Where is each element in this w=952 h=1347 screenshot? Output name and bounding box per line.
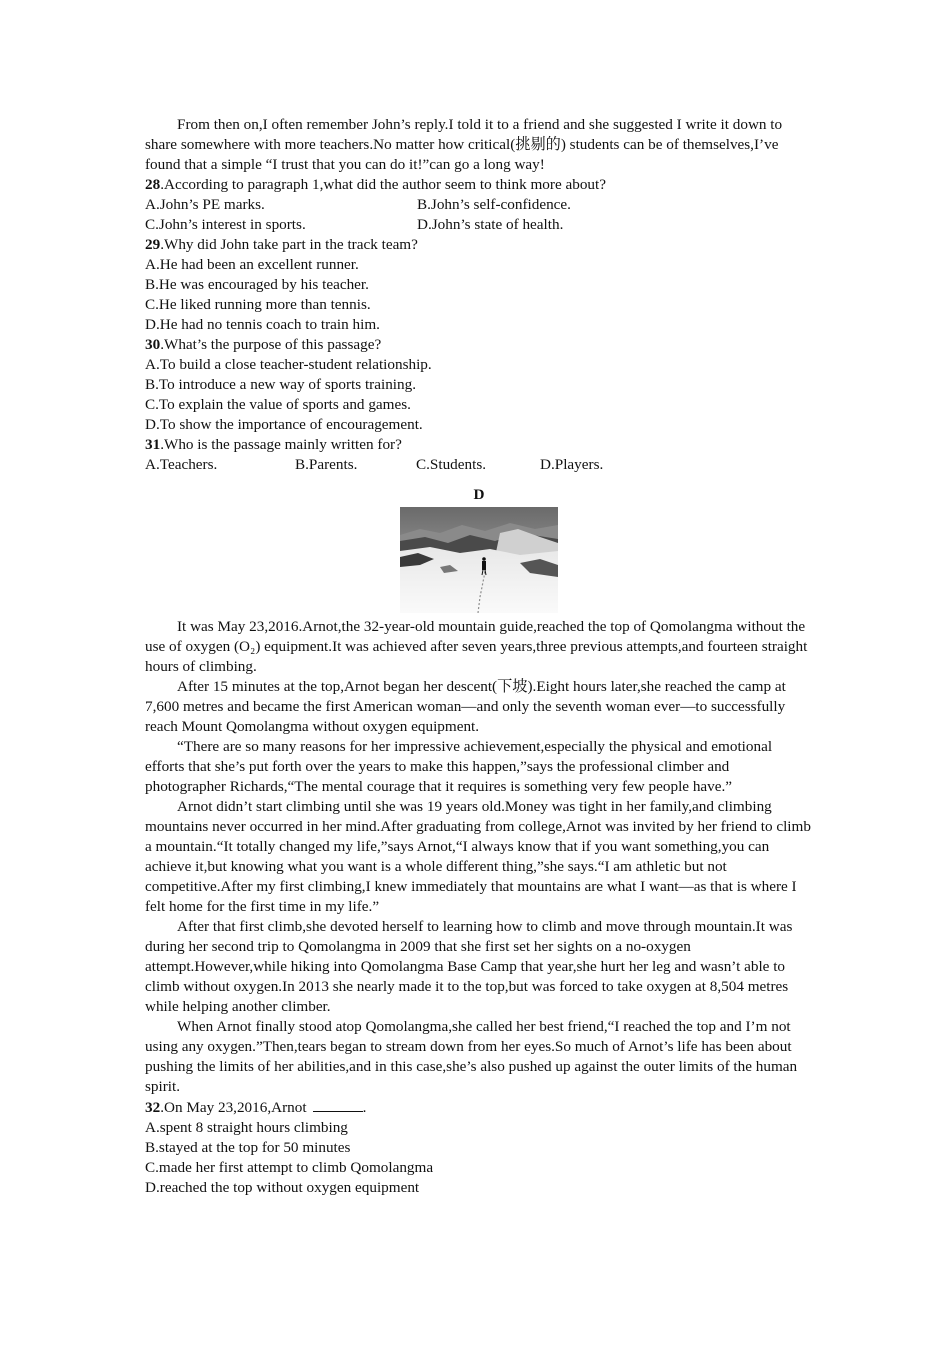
option-b[interactable]: B.To introduce a new way of sports training.: [145, 376, 416, 393]
question-text: .On May 23,2016,Arnot: [160, 1099, 307, 1116]
option-d[interactable]: D.John’s state of health.: [417, 216, 564, 233]
option-b[interactable]: B.John’s self-confidence.: [417, 196, 571, 213]
question-text: .Who is the passage mainly written for?: [160, 436, 402, 453]
question-text: .What’s the purpose of this passage?: [160, 336, 382, 353]
option-a[interactable]: A.John’s PE marks.: [145, 196, 265, 213]
option-b[interactable]: B.stayed at the top for 50 minutes: [145, 1139, 351, 1156]
question-text: .According to paragraph 1,what did the author seem to think more about?: [160, 176, 606, 193]
question-number: 30: [145, 336, 161, 353]
passage-paragraph-3: “There are so many reasons for her impressive achievement,especially the physical and emotional efforts that she’s put forth over the years to make this happen,”says the professional climber and photographer Richards,“The mental courage that it requires is something very few people have.”: [145, 738, 773, 795]
question-number: 28: [145, 176, 161, 193]
option-c[interactable]: C.made her first attempt to climb Qomolangma: [145, 1159, 434, 1176]
option-c[interactable]: C.Students.: [416, 456, 487, 473]
option-c[interactable]: C.He liked running more than tennis.: [145, 296, 371, 313]
options-row: [145, 215, 813, 235]
question-text: .Why did John take part in the track team?: [160, 236, 418, 253]
passage-paragraph-5: After that first climb,she devoted herself to learning how to climb and move through mountain.It was during her second trip to Qomolangma in 2009 that she first set her sights on a no-oxygen attempt.However,while hiking into Qomolangma Base Camp that year,she hurt her leg and wasn’t able to climb without oxygen.In 2013 she nearly made it to the top,but was forced to take oxygen at 8,504 metres while helping another climber.: [145, 918, 793, 1015]
option-c[interactable]: C.To explain the value of sports and games.: [145, 396, 411, 413]
passage-paragraph-4: Arnot didn’t start climbing until she was 19 years old.Money was tight in her family,and climbing mountains never occurred in her mind.After graduating from college,Arnot was invited by her friend to climb a mountain.“It totally changed my life,”says Arnot,“I always know that if you want something,you can achieve it,but knowing what you want is a whole different thing,”she says.“I am athletic but not competitive.After my first climbing,I knew immediately that mountains are what I want—as that is where I felt home for the first time in my life.”: [145, 798, 811, 915]
option-d[interactable]: D.Players.: [540, 456, 604, 473]
photo-container: [145, 507, 813, 613]
answer-blank[interactable]: [313, 1097, 363, 1112]
options-row: [145, 195, 813, 215]
question-number: 32: [145, 1099, 161, 1116]
question-30: [145, 335, 813, 355]
passage-paragraph-2: After 15 minutes at the top,Arnot began her descent(下坡).Eight hours later,she reached the camp at 7,600 metres and became the first American woman—and only the seventh woman ever—to successfully reach Mount Qomolangma without oxygen equipment.: [145, 678, 786, 735]
option-a[interactable]: A.To build a close teacher-student relationship.: [145, 356, 432, 373]
option-d[interactable]: D.To show the importance of encouragement.: [145, 416, 423, 433]
option-a[interactable]: A.He had been an excellent runner.: [145, 256, 359, 273]
intro-paragraph: From then on,I often remember John’s reply.I told it to a friend and she suggested I write it down to share somewhere with more teachers.No matter how critical(挑剔的) students can be of themselves,I’ve found that a simple “I trust that you can do it!”can go a long way!: [145, 116, 783, 173]
option-b[interactable]: B.Parents.: [295, 456, 358, 473]
option-a[interactable]: A.Teachers.: [145, 456, 218, 473]
option-a[interactable]: A.spent 8 straight hours climbing: [145, 1119, 348, 1136]
passage-paragraph-6: When Arnot finally stood atop Qomolangma,she called her best friend,“I reached the top and I’m not using any oxygen.”Then,tears began to stream down from her eyes.So much of Arnot’s life has been about pushing the limits of her abilities,and in this case,she’s also pushed up against the outer limits of the human spirit.: [145, 1018, 798, 1095]
question-31: [145, 435, 813, 455]
mountain-climber-photo: [400, 507, 558, 613]
question-32: [145, 1097, 813, 1118]
question-28: [145, 175, 813, 195]
options-row: [145, 455, 813, 475]
question-29: [145, 235, 813, 255]
option-b[interactable]: B.He was encouraged by his teacher.: [145, 276, 369, 293]
option-d[interactable]: D.He had no tennis coach to train him.: [145, 316, 380, 333]
question-number: 29: [145, 236, 161, 253]
question-suffix: .: [362, 1099, 367, 1116]
page-content: [145, 115, 813, 1198]
option-c[interactable]: C.John’s interest in sports.: [145, 216, 306, 233]
passage-paragraph-1: It was May 23,2016.Arnot,the 32-year-old mountain guide,reached the top of Qomolangma without the use of oxygen (O₂) equipment.It was achieved after seven years,three previous attempts,and fourteen straight hours of climbing.: [145, 618, 808, 675]
option-d[interactable]: D.reached the top without oxygen equipment: [145, 1179, 420, 1196]
question-number: 31: [145, 436, 161, 453]
section-title: D: [473, 486, 485, 503]
